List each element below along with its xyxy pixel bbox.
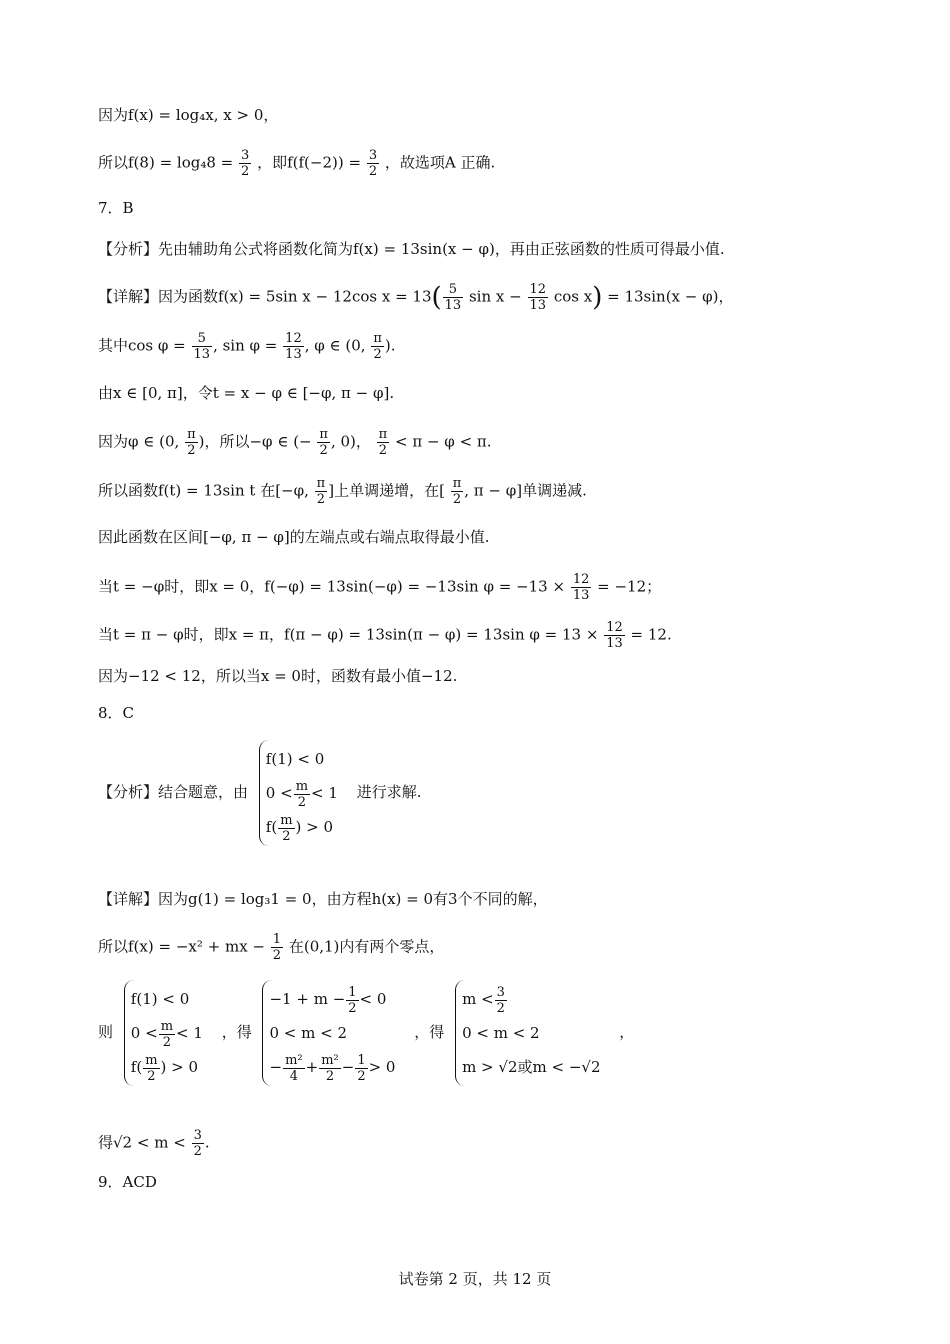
system-row xyxy=(269,982,395,1016)
fraction xyxy=(317,427,330,458)
text-segment: 其中cos φ = xyxy=(98,336,186,355)
question-number: 9．ACD xyxy=(98,1173,157,1191)
numerator: 12 xyxy=(606,620,623,635)
fraction xyxy=(315,476,328,507)
fraction xyxy=(528,282,549,313)
text-line: 由x ∈ [0, π]，令t = x − φ ∈ [−φ, π − φ]. xyxy=(98,384,395,402)
text-segment: < 1 xyxy=(176,1024,203,1042)
denominator: 13 xyxy=(285,347,302,362)
fraction xyxy=(355,1053,367,1084)
text-segment: f( xyxy=(130,1058,143,1076)
numerator: π xyxy=(316,476,326,491)
system-row xyxy=(462,982,600,1016)
page-footer: 试卷第 2 页，共 12 页 xyxy=(398,1270,552,1288)
text-segment: )，所以−φ ∈ (− xyxy=(198,432,312,451)
fraction xyxy=(319,1053,341,1084)
numerator: 1 xyxy=(272,932,282,947)
numerator: π xyxy=(378,427,388,442)
numerator: 12 xyxy=(529,282,547,297)
system-row xyxy=(269,1050,395,1084)
text-segment: ]上单调递增，在[ xyxy=(328,481,445,500)
numerator: 1 xyxy=(348,984,357,1000)
denominator: 2 xyxy=(316,492,326,507)
detail-line xyxy=(98,282,733,313)
fraction xyxy=(278,813,294,844)
fraction xyxy=(239,148,251,179)
detail-line: 【详解】因为g(1) = log₃1 = 0，由方程h(x) = 0有3个不同的解， xyxy=(98,890,548,908)
fraction xyxy=(192,1128,204,1159)
denominator: 13 xyxy=(193,347,211,362)
text-segment: m < xyxy=(462,990,494,1008)
text-segment: < 0 xyxy=(359,990,387,1008)
denominator: 2 xyxy=(325,1068,335,1084)
fraction xyxy=(271,932,283,963)
text-segment: 所以f(x) = −x² + mx − xyxy=(98,937,265,956)
denominator: 2 xyxy=(357,1068,366,1084)
system-row: f(1) < 0 xyxy=(265,750,325,768)
question-number: 8．C xyxy=(98,704,135,722)
numerator: 5 xyxy=(192,331,213,347)
fraction xyxy=(346,985,358,1016)
text-segment: − xyxy=(269,1058,283,1076)
fraction xyxy=(451,476,464,507)
text-line xyxy=(98,572,661,603)
text-segment: 则 xyxy=(98,1023,114,1041)
equation-system xyxy=(455,980,608,1086)
text-line xyxy=(98,980,634,1086)
denominator: 2 xyxy=(282,828,291,844)
system-row xyxy=(131,1050,203,1084)
system-row: 0 < m < 2 xyxy=(462,1024,540,1042)
fraction xyxy=(283,331,304,362)
numerator: π xyxy=(187,427,196,442)
analysis-line xyxy=(98,740,421,846)
system-row xyxy=(131,1016,203,1050)
text-segment: ). xyxy=(384,336,396,355)
analysis-line: 【分析】先由辅助角公式将函数化简为f(x) = 13sin(x − φ)，再由正弦函数的性质可得最小值. xyxy=(98,240,725,258)
fraction xyxy=(443,282,464,313)
fraction xyxy=(283,1053,305,1084)
denominator: 2 xyxy=(193,1144,202,1159)
numerator: m xyxy=(295,778,309,794)
text-line: 因此函数在区间[−φ, π − φ]的左端点或右端点取得最小值. xyxy=(98,528,490,546)
numerator: m xyxy=(145,1052,158,1068)
fraction xyxy=(159,1019,175,1050)
text-line xyxy=(98,148,495,179)
numerator: 3 xyxy=(368,148,378,163)
denominator: 13 xyxy=(444,298,462,313)
text-segment: ) > 0 xyxy=(295,818,334,836)
fraction xyxy=(143,1053,159,1084)
text-segment: , π − φ]单调递减. xyxy=(464,481,587,500)
paren: ( xyxy=(431,282,442,313)
text-segment: > 0 xyxy=(368,1058,396,1076)
text-line: 因为−12 < 12，所以当x = 0时，函数有最小值−12. xyxy=(98,667,458,685)
text-segment: −1 + m − xyxy=(269,990,346,1008)
text-segment: ，即f(f(−2)) = xyxy=(257,153,362,172)
text-segment: ) > 0 xyxy=(160,1058,199,1076)
fraction xyxy=(604,620,625,651)
text-segment: ，故选项A 正确. xyxy=(384,153,496,172)
text-segment: sin x − xyxy=(468,287,522,306)
denominator: 2 xyxy=(187,443,196,458)
denominator: 2 xyxy=(348,1000,357,1016)
text-segment: 所以f(8) = log₄8 = xyxy=(98,153,234,172)
text-segment: + xyxy=(305,1058,319,1076)
text-segment: ， xyxy=(619,1023,635,1041)
denominator: 2 xyxy=(147,1068,156,1084)
text-segment: = 12. xyxy=(630,625,672,644)
numerator: 3 xyxy=(241,148,250,163)
text-segment: 进行求解. xyxy=(356,783,422,801)
denominator: 13 xyxy=(606,636,623,651)
fraction xyxy=(377,427,390,458)
text-segment: 0 < xyxy=(130,1024,158,1042)
system-row: 0 < m < 2 xyxy=(269,1024,348,1042)
text-segment: < 1 xyxy=(311,784,338,802)
text-segment: 当t = −φ时，即x = 0，f(−φ) = 13sin(−φ) = −13sin φ = −13 × xyxy=(98,577,566,596)
text-line xyxy=(98,331,396,362)
numerator: 3 xyxy=(496,984,505,1000)
equation-system xyxy=(259,740,346,846)
text-segment: 【详解】因为函数f(x) = 5sin x − 12cos x = 13 xyxy=(98,287,432,306)
text-segment: , sin φ = xyxy=(213,336,278,355)
denominator: 2 xyxy=(319,443,328,458)
denominator: 2 xyxy=(373,347,382,362)
denominator: 2 xyxy=(452,492,462,507)
numerator: π xyxy=(452,476,462,491)
text-segment: 当t = π − φ时，即x = π，f(π − φ) = 13sin(π − φ) = 13sin φ = 13 × xyxy=(98,625,599,644)
numerator: π xyxy=(373,331,382,346)
fraction xyxy=(367,148,379,179)
text-segment: 在(0,1)内有两个零点， xyxy=(288,937,445,956)
numerator: m² xyxy=(321,1052,339,1068)
denominator: 2 xyxy=(297,794,306,810)
numerator: 1 xyxy=(357,1052,366,1068)
fraction xyxy=(571,572,592,603)
text-line xyxy=(98,427,492,458)
fraction xyxy=(185,427,198,458)
text-segment: 因为φ ∈ (0, xyxy=(98,432,180,451)
text-line xyxy=(98,932,444,963)
paren: ) xyxy=(592,282,603,313)
text-segment: , 0)， xyxy=(330,432,371,451)
denominator: 2 xyxy=(368,164,378,179)
text-segment: , φ ∈ (0, xyxy=(304,336,366,355)
equation-system xyxy=(262,980,403,1086)
text-segment: < π − φ < π. xyxy=(395,432,492,451)
text-segment: 所以函数f(t) = 13sin t 在[−φ, xyxy=(98,481,309,500)
question-number: 7．B xyxy=(98,199,134,217)
fraction xyxy=(192,331,213,362)
text-line xyxy=(98,476,587,507)
text-line xyxy=(98,1128,210,1159)
equation-system xyxy=(124,980,211,1086)
system-row xyxy=(266,810,338,844)
numerator: m xyxy=(280,812,293,828)
denominator: 2 xyxy=(162,1034,171,1050)
denominator: 13 xyxy=(529,298,547,313)
numerator: π xyxy=(319,427,328,442)
fraction xyxy=(294,779,310,810)
text-segment: cos x xyxy=(553,287,593,306)
text-segment: − xyxy=(341,1058,355,1076)
text-line: 因为f(x) = log₄x, x > 0， xyxy=(98,106,279,124)
system-row: m > √2或m < −√2 xyxy=(462,1058,601,1076)
numerator: 5 xyxy=(443,282,464,298)
text-line xyxy=(98,620,672,651)
numerator: 12 xyxy=(285,331,302,346)
denominator: 2 xyxy=(496,1000,505,1016)
denominator: 2 xyxy=(378,443,388,458)
denominator: 2 xyxy=(241,164,250,179)
text-segment: 0 < xyxy=(265,784,293,802)
denominator: 13 xyxy=(572,588,590,603)
text-segment: f( xyxy=(265,818,278,836)
text-segment: ，得 xyxy=(414,1023,445,1041)
text-segment: 得√2 < m < xyxy=(98,1133,186,1152)
text-segment: 【分析】结合题意，由 xyxy=(98,783,249,801)
numerator: m xyxy=(160,1018,174,1034)
denominator: 4 xyxy=(289,1068,298,1084)
numerator: 3 xyxy=(193,1128,202,1143)
text-segment: ，得 xyxy=(221,1023,252,1041)
text-segment: = 13sin(x − φ)， xyxy=(607,287,734,306)
numerator: 12 xyxy=(572,572,590,587)
system-row xyxy=(266,776,338,810)
fraction xyxy=(371,331,384,362)
numerator: m² xyxy=(285,1052,303,1068)
system-row: f(1) < 0 xyxy=(130,990,190,1008)
denominator: 2 xyxy=(272,948,282,963)
fraction xyxy=(495,985,507,1016)
text-segment: = −12； xyxy=(597,577,662,596)
text-segment: . xyxy=(204,1133,210,1152)
